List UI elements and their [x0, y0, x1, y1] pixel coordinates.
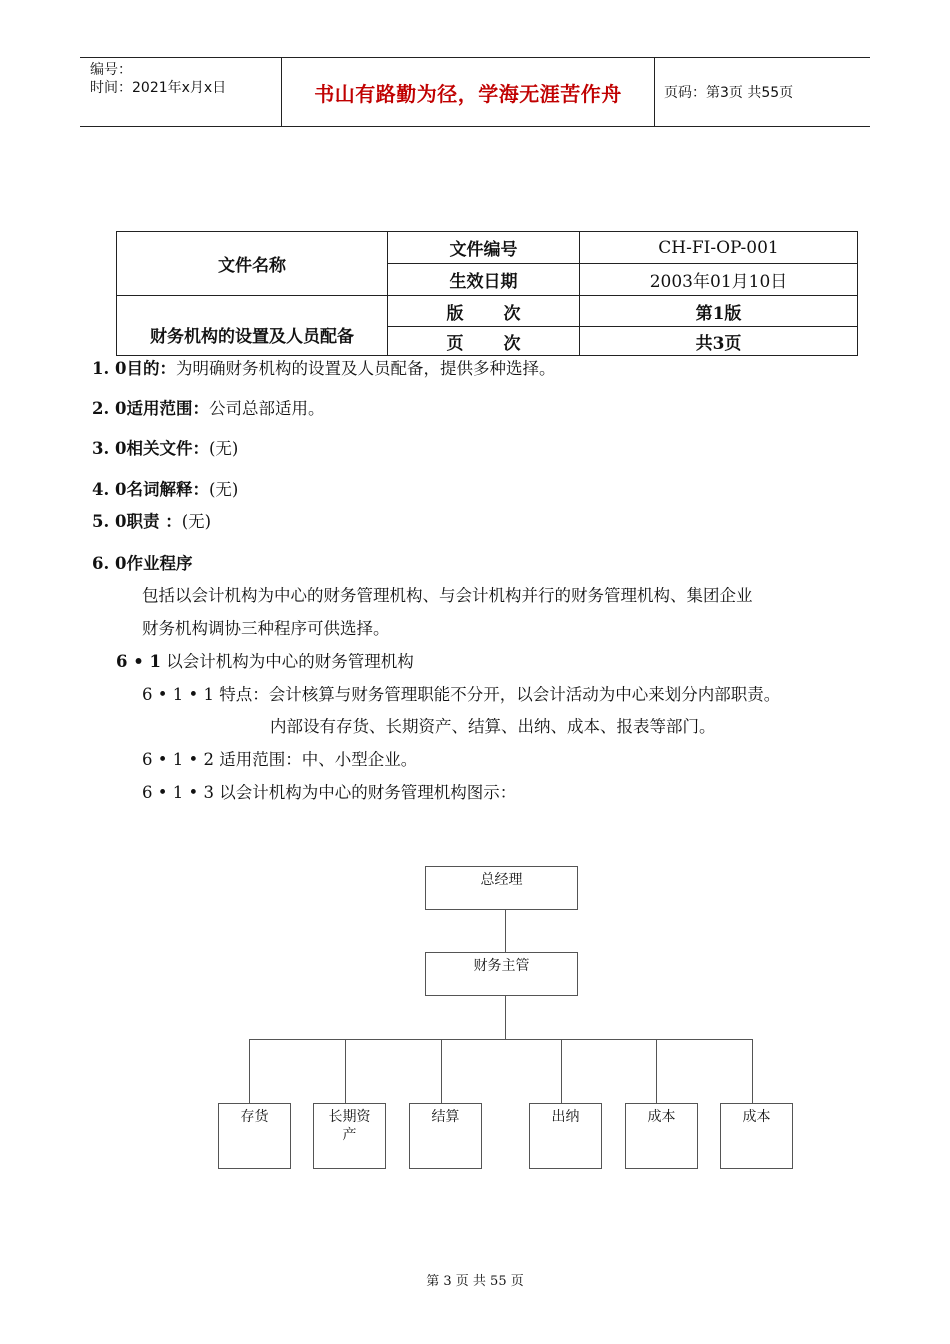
effective-date-value: 2003年01月10日	[580, 264, 858, 296]
pages-label	[388, 327, 580, 356]
section-3-text: (无)	[208, 439, 239, 458]
section-1-title: 目的：	[126, 359, 176, 378]
section-5-text: (无)	[181, 512, 212, 531]
section-3	[92, 438, 238, 460]
header-page-info: 页码：第3页 共55页	[664, 85, 794, 101]
section-2-number: 2. 0	[92, 399, 127, 418]
org-connector	[505, 910, 506, 952]
section-6-1-title: 以会计机构为中心的财务管理机构	[166, 652, 414, 671]
org-box-settlement: 结算	[409, 1103, 482, 1169]
header-time-label: 时间：2021年x月x日	[90, 80, 227, 96]
header-divider	[654, 58, 655, 126]
version-value: 第1版	[580, 296, 858, 327]
section-2-title: 适用范围：	[126, 399, 209, 418]
section-6-1-3-number: 6 • 1 • 3	[142, 783, 214, 802]
page-header	[80, 57, 870, 127]
header-motto: 书山有路勤为径，学海无涯苦作舟	[314, 82, 622, 106]
section-6-paragraph-line-1: 包括以会计机构为中心的财务管理机构、与会计机构并行的财务管理机构、集团企业	[142, 586, 753, 605]
org-box-finance-supervisor: 财务主管	[425, 952, 578, 996]
header-meta	[90, 61, 226, 97]
section-1-text: 为明确财务机构的设置及人员配备，提供多种选择。	[175, 359, 556, 378]
version-label-b: 次	[503, 303, 521, 324]
version-label	[388, 296, 580, 327]
org-connector	[505, 996, 506, 1039]
section-6-1-1-text: 特点：会计核算与财务管理职能不分开，以会计活动为中心来划分内部职责。	[219, 685, 781, 704]
org-connector	[249, 1039, 250, 1103]
section-6-title: 作业程序	[126, 554, 193, 573]
section-2-text: 公司总部适用。	[208, 399, 325, 418]
org-box-cost-2: 成本	[720, 1103, 793, 1169]
org-box-cost: 成本	[625, 1103, 698, 1169]
section-4-title: 名词解释：	[126, 480, 209, 499]
section-6-1-3-text: 以会计机构为中心的财务管理机构图示：	[219, 783, 517, 802]
org-connector	[656, 1039, 657, 1103]
section-4-number: 4. 0	[92, 480, 127, 499]
header-number-label: 编号：	[90, 62, 132, 78]
doc-name-label: 文件名称	[117, 232, 388, 296]
section-6-1-3	[142, 782, 516, 804]
document-info-table	[116, 231, 858, 356]
doc-number-label: 文件编号	[388, 232, 580, 264]
section-6-1-2-number: 6 • 1 • 2	[142, 750, 214, 769]
org-connector	[441, 1039, 442, 1103]
section-6-1-2-text: 适用范围：中、小型企业。	[219, 750, 418, 769]
doc-name-value: 财务机构的设置及人员配备	[117, 296, 388, 356]
section-6-1-number: 6 • 1	[116, 652, 161, 671]
org-connector	[561, 1039, 562, 1103]
section-1	[92, 358, 555, 380]
org-box-long-term-assets: 长期资产	[313, 1103, 386, 1169]
section-6-1-2	[142, 749, 417, 771]
section-6-1	[116, 651, 414, 673]
section-6	[92, 553, 192, 575]
section-3-number: 3. 0	[92, 439, 127, 458]
page-footer: 第 3 页 共 55 页	[426, 1274, 524, 1289]
section-1-number: 1. 0	[92, 359, 127, 378]
effective-date-label: 生效日期	[388, 264, 580, 296]
section-6-1-1	[142, 684, 780, 706]
pages-label-b: 次	[503, 333, 521, 354]
pages-label-a: 页	[446, 333, 464, 354]
org-connector	[345, 1039, 346, 1103]
org-horizontal-bus	[249, 1039, 752, 1040]
section-4	[92, 479, 238, 501]
section-5	[92, 511, 211, 533]
section-6-1-1-line-2: 内部设有存货、长期资产、结算、出纳、成本、报表等部门。	[270, 717, 716, 736]
org-box-inventory: 存货	[218, 1103, 291, 1169]
org-connector	[752, 1039, 753, 1103]
section-5-title: 职责 ：	[126, 512, 182, 531]
org-box-general-manager: 总经理	[425, 866, 578, 910]
section-3-title: 相关文件：	[126, 439, 209, 458]
pages-value: 共3页	[580, 327, 858, 356]
section-5-number: 5. 0	[92, 512, 127, 531]
section-2	[92, 398, 324, 420]
doc-number-value: CH-FI-OP-001	[580, 232, 858, 264]
section-4-text: (无)	[208, 480, 239, 499]
version-label-a: 版	[446, 303, 464, 324]
section-6-1-1-number: 6 • 1 • 1	[142, 685, 214, 704]
section-6-paragraph-line-2: 财务机构调协三种程序可供选择。	[142, 619, 390, 638]
org-box-cashier: 出纳	[529, 1103, 602, 1169]
section-6-number: 6. 0	[92, 554, 127, 573]
